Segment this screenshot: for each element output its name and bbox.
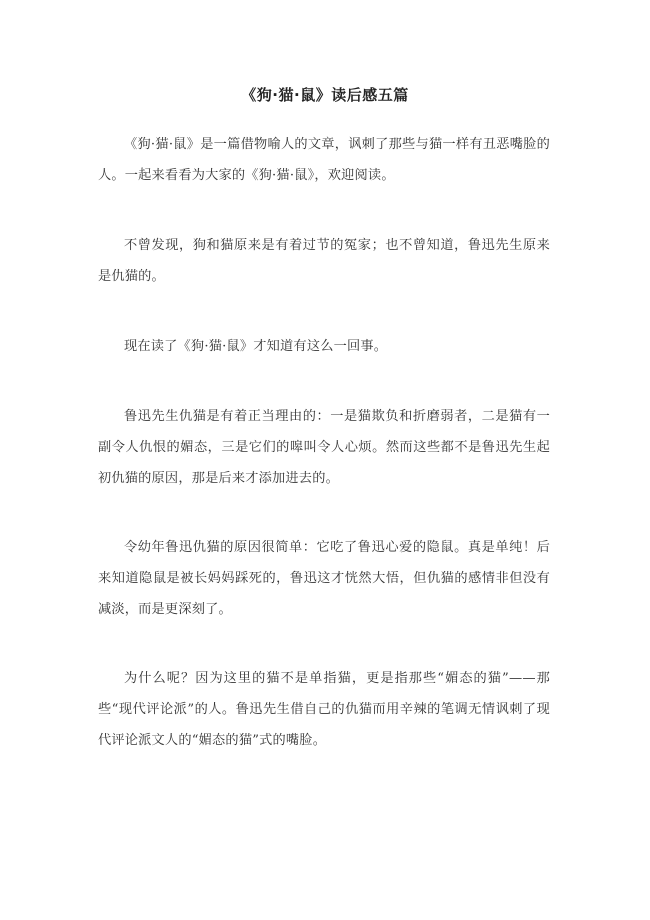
paragraph-realization: 现在读了《狗·猫·鼠》才知道有这么一回事。: [124, 339, 388, 355]
document-title: 《狗·猫·鼠》读后感五篇: [241, 86, 409, 104]
paragraph-discovery: 不曾发现，狗和猫原来是有着过节的冤家；也不曾知道，鲁迅先生原来是仇猫的。: [98, 238, 550, 285]
paragraph-reasons: 鲁迅先生仇猫是有着正当理由的：一是猫欺负和折磨弱者，二是猫有一副令人仇恨的媚态，三是它们的嗥叫令人心烦。然而这些都不是鲁迅先生起初仇猫的原因，那是后来才添加进去的。: [98, 409, 550, 487]
paragraph-intro: 《狗·猫·鼠》是一篇借物喻人的文章，讽刺了那些与猫一样有丑恶嘴脸的人。一起来看看为大家的《狗·猫·鼠》，欢迎阅读。: [98, 137, 550, 184]
paragraph-childhood-cause: 令幼年鲁迅仇猫的原因很简单：它吃了鲁迅心爱的隐鼠。真是单纯！后来知道隐鼠是被长妈妈踩死的，鲁迅这才恍然大悟，但仇猫的感情非但没有减淡，而是更深刻了。: [98, 540, 550, 618]
paragraph-satire: 为什么呢？因为这里的猫不是单指猫，更是指那些“媚态的猫”——那些“现代评论派”的人。鲁迅先生借自己的仇猫而用辛辣的笔调无情讽刺了现代评论派文人的“媚态的猫”式的嘴脸。: [98, 671, 550, 749]
